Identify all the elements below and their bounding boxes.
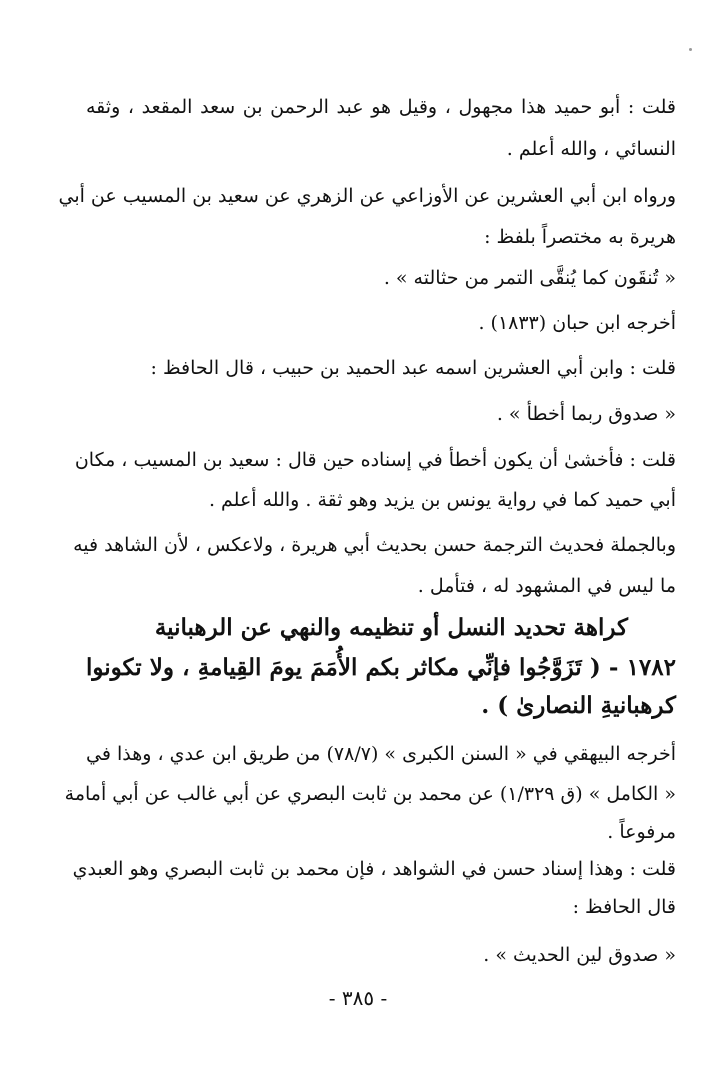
text-line-2: النسائي ، والله أعلم .: [506, 138, 676, 160]
text-line-14: « الكامل » (ق ١/٣٢٩) عن محمد بن ثابت البصري عن أبي غالب عن أبي أمامة: [64, 783, 676, 805]
quote-line-2: « صدوق ربما أخطأ » .: [496, 403, 676, 425]
hadith-heading-line-1: ١٧٨٢ - ( تَزَوَّجُوا فإنِّي مكاثر بكم الأُمَمَ يومَ القِيامةِ ، ولا تكونوا: [86, 654, 676, 681]
section-heading: كراهة تحديد النسل أو تنظيمه والنهي عن الرهبانية: [154, 614, 628, 641]
text-line-12: ما ليس في المشهود له ، فتأمل .: [417, 575, 676, 597]
text-line-3: ورواه ابن أبي العشرين عن الأوزاعي عن الزهري عن سعيد بن المسيب عن أبي: [58, 185, 676, 207]
text-line-10: أبي حميد كما في رواية يونس بن يزيد وهو ثقة . والله أعلم .: [208, 489, 676, 511]
scan-speck: [689, 48, 692, 51]
quote-line-3: « صدوق لين الحديث » .: [483, 944, 676, 966]
hadith-heading-line-2: كرهبانيةِ النصارىٰ ) .: [481, 692, 676, 719]
text-line-4: هريرة به مختصراً بلفظ :: [484, 226, 676, 248]
text-line-9: قلت : فأخشىٰ أن يكون أخطأ في إسناده حين قال : سعيد بن المسيب ، مكان: [74, 449, 676, 471]
text-line-1: قلت : أبو حميد هذا مجهول ، وقيل هو عبد الرحمن بن سعد المقعد ، وثقه: [86, 96, 676, 118]
page-number: - ٣٨٥ -: [328, 986, 388, 1010]
citation-line-1: أخرجه ابن حبان (١٨٣٣) .: [478, 312, 676, 334]
text-line-16: قلت : وهذا إسناد حسن في الشواهد ، فإن محمد بن ثابت البصري وهو العبدي: [72, 858, 676, 880]
text-line-7: قلت : وابن أبي العشرين اسمه عبد الحميد بن حبيب ، قال الحافظ :: [150, 357, 676, 379]
text-line-11: وبالجملة فحديث الترجمة حسن بحديث أبي هريرة ، ولاعكس ، لأن الشاهد فيه: [73, 534, 676, 556]
text-line-17: قال الحافظ :: [572, 896, 676, 918]
text-line-13: أخرجه البيهقي في « السنن الكبرى » (٧٨/٧) من طريق ابن عدي ، وهذا في: [86, 743, 676, 765]
quote-line-1: « تُنقَون كما يُنقَّى التمر من حثالته » .: [383, 267, 676, 289]
text-line-15: مرفوعاً .: [607, 821, 676, 843]
